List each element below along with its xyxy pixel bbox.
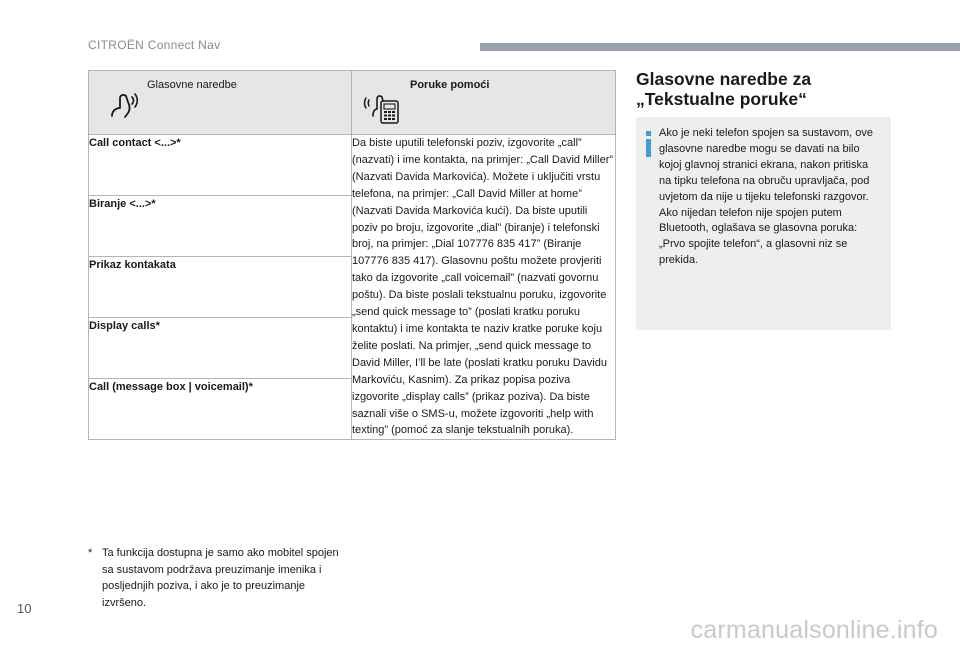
table-header-help-messages (352, 71, 616, 135)
command-display-calls: Display calls* (89, 318, 352, 379)
table-header-voice-commands (89, 71, 352, 135)
page-number: 10 (17, 601, 32, 616)
command-dial: Biranje <...>* (89, 196, 352, 257)
section-title: Glasovne naredbe za „Tekstualne poruke“ (636, 69, 812, 109)
watermark: carmanualsonline.info (690, 616, 938, 644)
footnote (88, 545, 348, 611)
info-icon (645, 131, 653, 162)
header-title: CITROËN Connect Nav (88, 38, 221, 52)
command-show-contacts: Prikaz kontakata (89, 257, 352, 318)
phone-help-icon (362, 86, 402, 126)
header-bar (480, 43, 960, 51)
command-call-contact: Call contact <...>* (89, 135, 352, 196)
voice-commands-table (88, 70, 616, 440)
info-paragraph: Ako nijedan telefon nije spojen putem Bluetooth, oglašava se glasovna poruka: „Prvo spojite telefon“, a glasovni niz se prekida. (659, 206, 858, 267)
info-text (659, 126, 881, 269)
command-call-voicemail: Call (message box | voicemail)* (89, 379, 352, 440)
info-box (636, 117, 891, 330)
info-paragraph: Ako je neki telefon spojen sa sustavom, ove glasovne naredbe mogu se davati na bilo kojoj glavnoj stranici ekrana, nakon pritiska na tipku telefona na obruču upravljača, pod uvjetom da nije u tijeku telefonski razgovor. (659, 127, 874, 203)
speak-icon (103, 86, 143, 126)
table-header-label: Poruke pomoći (410, 79, 490, 91)
table-header-label: Glasovne naredbe (147, 79, 237, 91)
footnote-marker: * (88, 547, 93, 559)
command-description: Da biste uputili telefonski poziv, izgovorite „call” (nazvati) i ime kontakta, na primjer: „Call David Miller” (Nazvati Davida Markovića). Možete i uključiti vrstu telefona, na primjer: „Call David Miller at home” (Nazvati Davida Markovića kući). Da biste uputili poziv po broju, izgovorite „dial” (biranje) i telefonski broj, na primjer: „Dial 107776 835 417” (Biranje 107776 835 417). Glasovnu poštu možete provjeriti tako da izgovorite „call voicemail” (nazvati govornu poštu). Da biste poslali tekstualnu poruku, izgovorite „send quick message to” (poslati kratku poruku kontaktu) i ime kontakta te naziv kratke poruke koju želite poslati. Na primjer, „send quick message to David Miller, I’ll be late (poslati kratku poruku Davidu Markoviću, Kasnim). Za prikaz popisa poziva izgovorite „display calls” (prikaz poziva). Da biste saznali više o SMS-u, možete izgovoriti „help with texting” (pomoć za slanje tekstualnih poruka). (352, 135, 616, 440)
footnote-text: Ta funkcija dostupna je samo ako mobitel spojen sa sustavom podržava preuzimanje imenika i posljednjih poziva, i ako je to preuzimanje izvršeno. (102, 547, 339, 609)
